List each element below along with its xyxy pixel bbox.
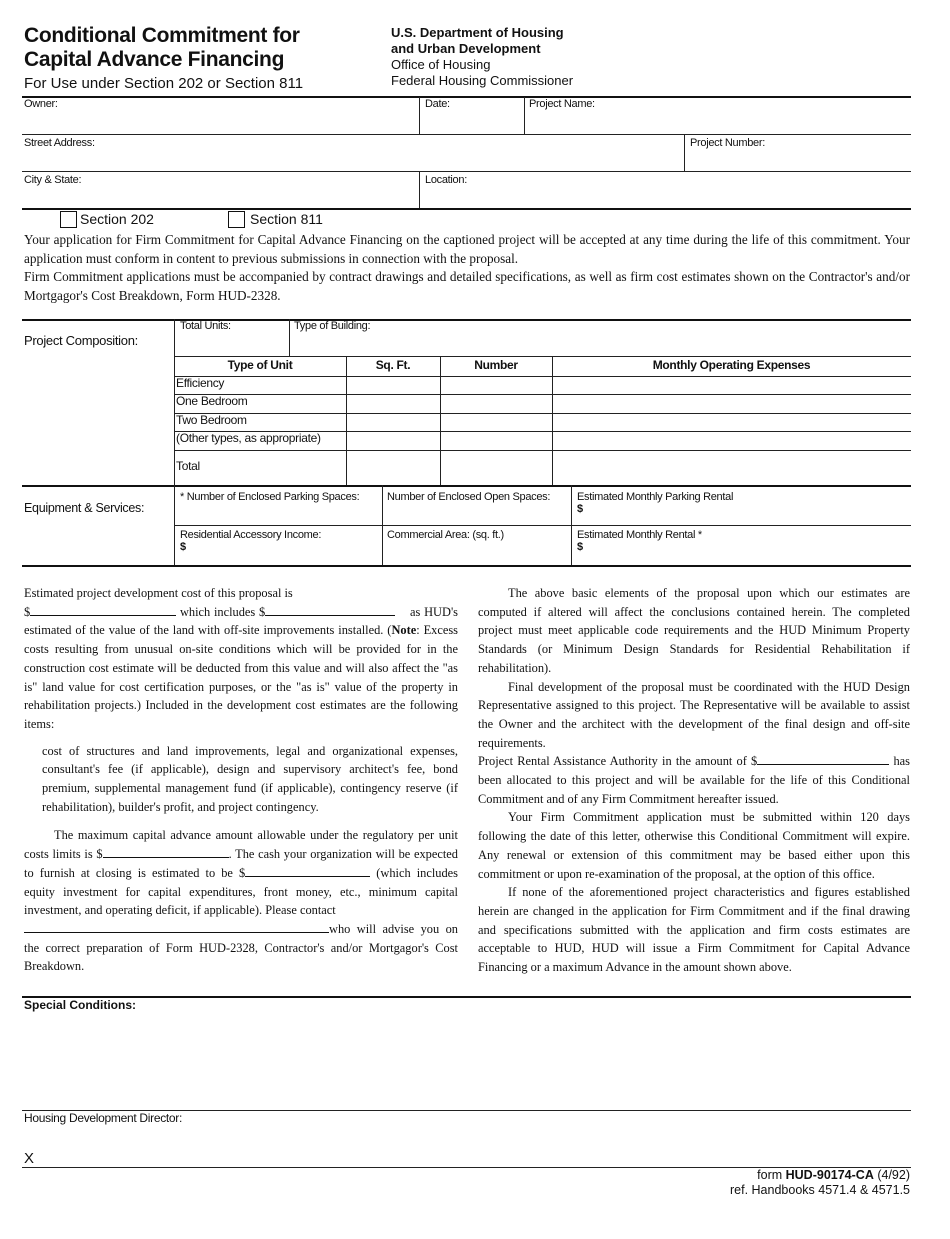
rental-assistance-amount-blank[interactable] (757, 753, 889, 765)
parking-rental-dollar: $ (577, 503, 584, 515)
section-811-checkbox[interactable] (228, 211, 245, 228)
form-id-block (600, 1168, 910, 1198)
commercial-area-label: Commercial Area: (sq. ft.) (387, 529, 504, 541)
left-column (24, 584, 458, 976)
dev-cost-amount-blank[interactable] (30, 604, 176, 616)
special-conditions-field[interactable] (22, 1016, 911, 1106)
form-subtitle: For Use under Section 202 or Section 811 (24, 75, 304, 92)
date-label: Date: (425, 98, 450, 110)
project-number-label: Project Number: (690, 137, 765, 149)
capital-advance-paragraph: The maximum capital advance amount allowable under the regulatory per unit costs limits is $ . The cash your organization will be expected to furnish at closing is estimated to be $ (which includes equity investment for capital expenditures, front money, etc., minimum capital investment, and operating deficit, if applicable). Please contact who will advise you on the correct preparation of Form HUD-2328, Contractor's and/or Mortgagor's Cost Breakdown. (24, 828, 459, 974)
col-header-monthly-expenses: Monthly Operating Expenses (652, 358, 811, 372)
agency-line-3: Office of Housing (391, 57, 491, 72)
date-field[interactable] (421, 112, 523, 134)
included-items-paragraph: cost of structures and land improvements, legal and organizational expenses, consultant's fee (if applicable), design and supervisory architect's fee, bond premium, supplemental management fund (if applicable), contingency reserve (if rehabilitation), builder's profit, and project contingency. (42, 743, 458, 814)
parking-spaces-field[interactable] (176, 505, 381, 523)
monthly-rental-field[interactable] (586, 541, 910, 561)
section-811-label: Section 811 (250, 211, 323, 227)
final-development-paragraph: Final development of the proposal must be coordinated with the HUD Design Representative assigned to this project. The Representative will be available to assist the Owner and the architect with the development of the final design and off-site requirements. (478, 679, 910, 750)
director-signature-field[interactable] (44, 1140, 910, 1166)
parking-spaces-label: * Number of Enclosed Parking Spaces: (180, 491, 360, 503)
right-column (478, 584, 910, 977)
submission-deadline-paragraph: Your Firm Commitment application must be submitted within 120 days following the date of this letter, otherwise this Conditional Commitment will expire. Any renewal or extension of this commitment may be based either upon this commitment or upon re-examination of the proposal, at the option of this office. (478, 810, 910, 881)
total-units-field[interactable] (176, 333, 288, 355)
unit-row-other-types: (Other types, as appropriate) (176, 431, 321, 445)
accessory-income-label: Residential Accessory Income: (180, 529, 322, 541)
form-number-line: form HUD-90174-CA (4/92) (757, 1168, 910, 1182)
parking-rental-field[interactable] (586, 503, 910, 523)
monthly-rental-dollar: $ (577, 541, 584, 553)
signature-x-mark: X (24, 1150, 35, 1167)
special-conditions-label: Special Conditions: (24, 998, 137, 1012)
col-header-type-of-unit: Type of Unit (227, 358, 293, 372)
title-line-1: Conditional Commitment for (24, 24, 300, 47)
basic-elements-paragraph: The above basic elements of the proposal upon which our estimates are computed if altered will affect the conclusions contained herein. The completed project must meet applicable code requirements and the HUD Minimum Property Standards (or Minimum Design Standards for Residential Rehabilitation if rehabilitation). (478, 586, 910, 675)
total-units-label: Total Units: (180, 320, 231, 332)
parking-rental-label: Estimated Monthly Parking Rental (577, 491, 734, 503)
monthly-rental-label: Estimated Monthly Rental * (577, 529, 702, 541)
intro-paragraph-2: Firm Commitment applications must be accompanied by contract drawings and detailed specifications, as well as firm cost estimates shown on the Contractor's and/or Mortgagor's Cost Breakdown, Form HUD-2328. (24, 269, 910, 303)
unit-row-total: Total (176, 459, 200, 473)
title-line-2: Capital Advance Financing (24, 48, 285, 71)
col-header-number: Number (474, 358, 518, 372)
commercial-area-field[interactable] (384, 543, 570, 563)
city-state-label: City & State: (24, 174, 82, 186)
agency-line-1: U.S. Department of Housing (391, 25, 564, 40)
project-name-label: Project Name: (529, 98, 595, 110)
dev-cost-paragraph: Estimated project development cost of this proposal is $ which includes $ as HUD's estimated of the value of the land with off-site improvements installed. (Note: Excess costs resulting from unusual on-site conditions which will be provided for in the construction cost estimate will be deducted from this value and will also affect the "as is" land value for cost certification purposes, or the "as is" value of the property in rehabilitation projects.) Included in the development cost estimates are the following items: (24, 586, 459, 731)
agency-line-2: and Urban Development (391, 41, 541, 56)
cash-amount-blank[interactable] (245, 865, 370, 877)
form-title (24, 24, 300, 72)
firm-commitment-paragraph: If none of the aforementioned project characteristics and figures established herein are changed in the application for Firm Commitment and if the final drawing and specifications submitted with the application and firm costs estimates are acceptable to HUD, HUD will issue a Firm Commitment for Capital Advance Financing or a maximum Advance in the amount shown above. (478, 885, 910, 975)
unit-row-two-bedroom: Two Bedroom (176, 413, 247, 427)
project-number-field[interactable] (686, 151, 910, 171)
handbook-reference: ref. Handbooks 4571.4 & 4571.5 (730, 1183, 910, 1197)
col-header-sq-ft: Sq. Ft. (375, 358, 411, 372)
rental-assistance-paragraph: Project Rental Assistance Authority in the amount of $ has been allocated to this project and will be available for the life of this Conditional Commitment and of any Firm Commitment hereafter issued. (478, 754, 910, 806)
equipment-services-label: Equipment & Services: (24, 501, 145, 515)
max-advance-amount-blank[interactable] (103, 846, 229, 858)
director-label: Housing Development Director: (24, 1111, 183, 1125)
location-field[interactable] (421, 188, 910, 207)
street-address-label: Street Address: (24, 137, 95, 149)
section-202-checkbox[interactable] (60, 211, 77, 228)
street-address-field[interactable] (22, 151, 682, 171)
agency-line-4: Federal Housing Commissioner (391, 73, 574, 88)
accessory-income-field[interactable] (190, 541, 380, 561)
accessory-income-dollar: $ (180, 541, 187, 553)
section-202-label: Section 202 (80, 211, 154, 227)
owner-label: Owner: (24, 98, 58, 110)
agency-block (391, 25, 573, 89)
open-spaces-field[interactable] (384, 505, 570, 523)
type-of-building-field[interactable] (291, 333, 910, 355)
land-value-amount-blank[interactable] (265, 604, 395, 616)
city-state-field[interactable] (22, 188, 418, 207)
type-of-building-label: Type of Building: (294, 320, 371, 332)
open-spaces-label: Number of Enclosed Open Spaces: (387, 491, 551, 503)
unit-row-one-bedroom: One Bedroom (176, 394, 248, 408)
project-name-field[interactable] (526, 112, 910, 134)
intro-paragraph-1: Your application for Firm Commitment for Capital Advance Financing on the captioned project will be accepted at any time during the life of this commitment. Your application must conform in content to previous submissions in connection with the proposal. (24, 232, 910, 266)
location-label: Location: (425, 174, 467, 186)
unit-row-efficiency: Efficiency (176, 376, 225, 390)
owner-field[interactable] (22, 112, 418, 134)
contact-name-blank[interactable] (24, 921, 329, 933)
project-composition-label: Project Composition: (24, 333, 138, 348)
